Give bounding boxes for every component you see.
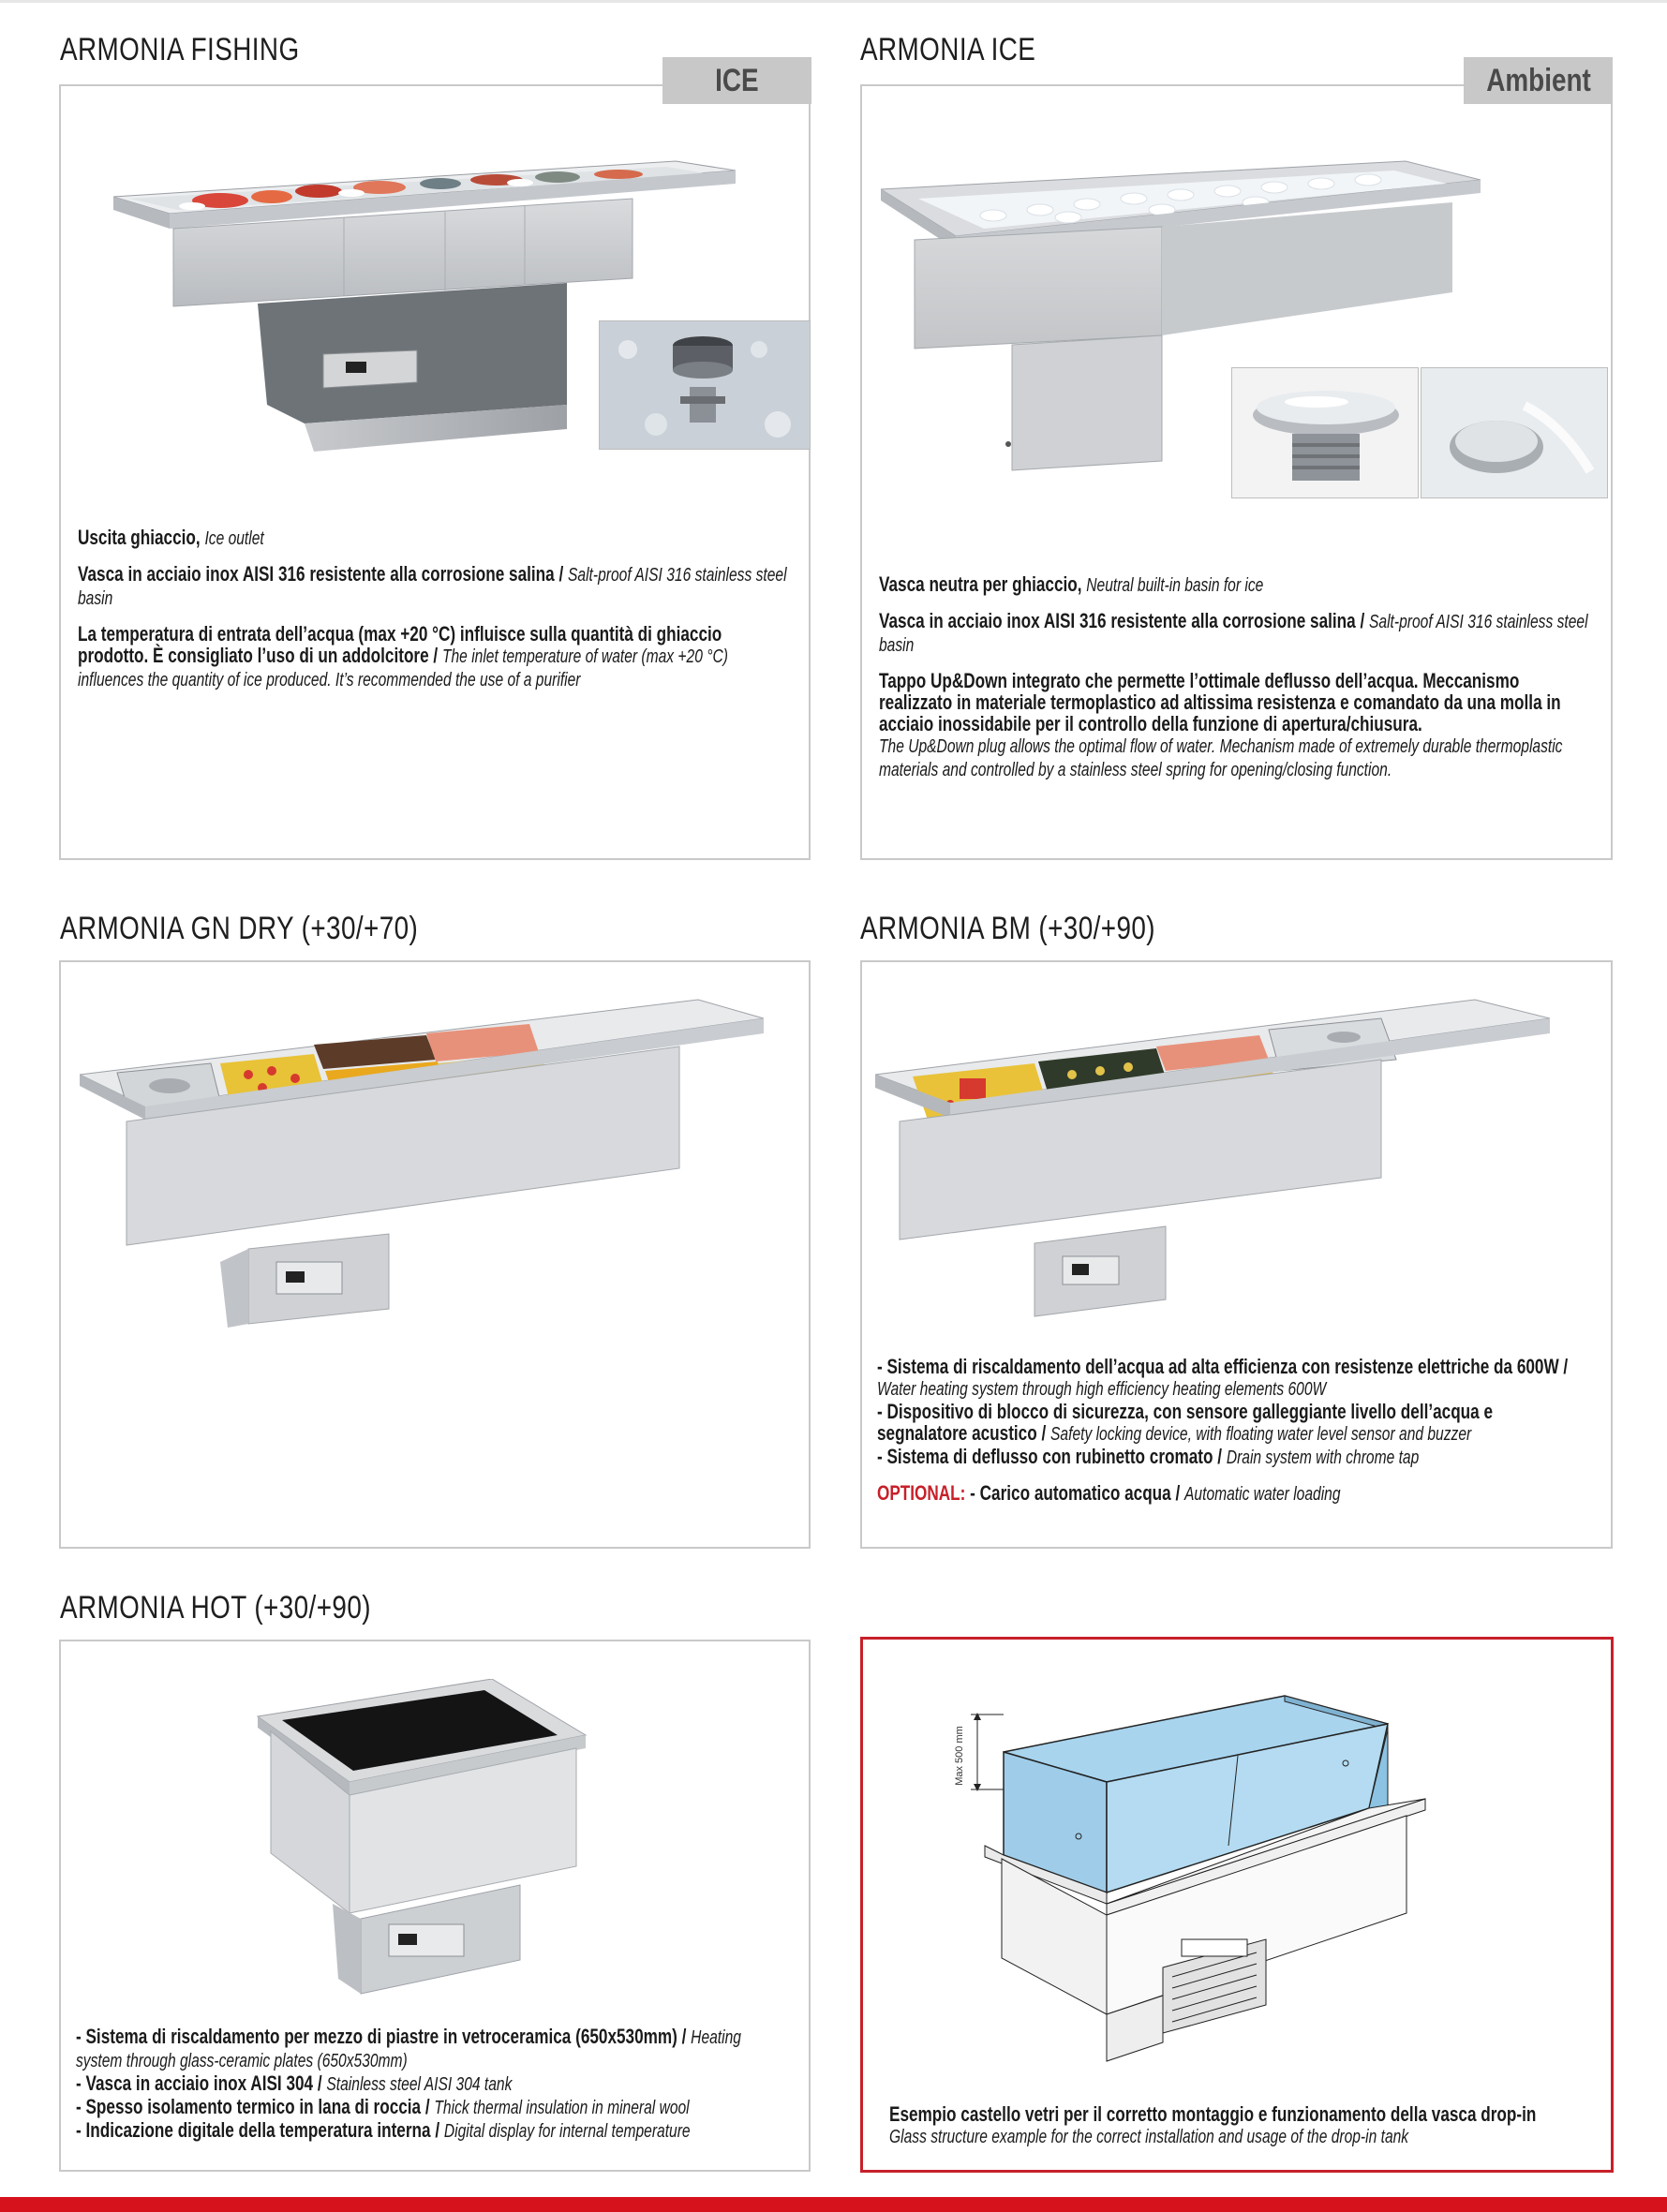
ice-line1-en: Neutral built-in basin for ice	[1086, 575, 1264, 596]
ice-line1-it: Vasca neutra per ghiaccio,	[879, 572, 1082, 596]
bm-basin-photo	[875, 981, 1569, 1356]
bm-optional-en: Automatic water loading	[1184, 1484, 1341, 1505]
description-bm	[877, 1356, 1586, 1506]
hot-line2-it: - Vasca in acciaio inox AISI 304 /	[76, 2071, 322, 2095]
section-title-bm: ARMONIA BM (+30/+90)	[860, 911, 1155, 946]
bm-line1-it: - Sistema di riscaldamento dell’acqua ad alta efficienza con resistenze elettriche da 600W /	[877, 1355, 1569, 1378]
fishing-line3-en: The inlet temperature of water (max +20 °C) influences the quantity of ice produced. It’s recommended the use of a purifier	[78, 646, 728, 690]
drain-thumbnail	[1421, 367, 1608, 498]
badge-ice	[662, 57, 811, 104]
hot-line3-en: Thick thermal insulation in mineral wool	[434, 2098, 690, 2118]
bm-optional-it: - Carico automatico acqua /	[970, 1481, 1181, 1505]
fishing-line2-it: Vasca in acciaio inox AISI 316 resistente alla corrosione salina /	[78, 562, 564, 586]
badge-ice-label: ICE	[715, 62, 759, 98]
bm-line2-it: - Dispositivo di blocco di sicurezza, con sensore galleggiante livello dell’acqua e segnalatore acustico /	[877, 1400, 1494, 1445]
section-title-hot: ARMONIA HOT (+30/+90)	[60, 1590, 371, 1626]
hot-basin-photo	[248, 1679, 623, 2044]
section-title-fishing: ARMONIA FISHING	[60, 32, 300, 67]
glass-caption-en: Glass structure example for the correct installation and usage of the drop-in tank	[889, 2127, 1409, 2147]
product-card-ice	[860, 84, 1613, 860]
ice-outlet-icon	[600, 321, 811, 450]
drain-icon	[1421, 368, 1608, 498]
bm-line1-en: Water heating system through high efficiency heating elements 600W	[877, 1379, 1327, 1400]
ice-line3-en: The Up&Down plug allows the optimal flow of water. Mechanism made of extremely durable thermoplastic materials and controlled by a stainless steel spring for opening/closing function.	[879, 736, 1563, 780]
description-ice	[879, 573, 1588, 781]
ice-line3-it: Tappo Up&Down integrato che permette l’ottimale deflusso dell’acqua. Meccanismo realizzato in materiale termoplastico ad altissima resistenza e comandato da una molla in acciaio inossidabile per il controllo della funzione di apertura/chiusura.	[879, 669, 1561, 735]
hot-line4-en: Digital display for internal temperature	[443, 2121, 691, 2142]
footer-bar	[0, 2197, 1667, 2212]
fishing-line1-it: Uscita ghiaccio,	[78, 526, 201, 549]
badge-ambient	[1464, 57, 1613, 104]
plug-icon	[1232, 368, 1419, 498]
bm-line3-en: Drain system with chrome tap	[1226, 1447, 1420, 1468]
section-title-ice: ARMONIA ICE	[860, 32, 1036, 67]
section-title-gn-dry: ARMONIA GN DRY (+30/+70)	[60, 911, 419, 946]
badge-ambient-label: Ambient	[1485, 62, 1591, 98]
glass-structure-caption	[889, 2103, 1599, 2148]
fishing-line2-en: Salt-proof AISI 316 stainless steel basin	[78, 565, 787, 609]
description-fishing	[78, 527, 787, 691]
glass-caption-it: Esempio castello vetri per il corretto montaggio e funzionamento della vasca drop-in	[889, 2102, 1537, 2126]
product-card-hot	[59, 1640, 811, 2172]
up-down-plug-thumbnail	[1231, 367, 1419, 498]
product-card-gn-dry	[59, 960, 811, 1549]
hot-line4-it: - Indicazione digitale della temperatura interna /	[76, 2118, 440, 2142]
glass-structure-diagram	[919, 1658, 1519, 2071]
hot-line3-it: - Spesso isolamento termico in lana di roccia /	[76, 2095, 430, 2118]
product-card-fishing	[59, 84, 811, 860]
hot-line1-it: - Sistema di riscaldamento per mezzo di piastre in vetroceramica (650x530mm) /	[76, 2025, 687, 2048]
bm-line3-it: - Sistema di deflusso con rubinetto cromato /	[877, 1445, 1223, 1468]
dimension-label: Max 500 mm	[954, 1726, 965, 1786]
description-hot	[76, 2026, 785, 2143]
ice-line2-it: Vasca in acciaio inox AISI 316 resistente alla corrosione salina /	[879, 609, 1365, 632]
fishing-line1-en: Ice outlet	[204, 528, 264, 549]
top-rule	[0, 0, 1667, 3]
hot-line2-en: Stainless steel AISI 304 tank	[326, 2074, 513, 2095]
ice-line2-en: Salt-proof AISI 316 stainless steel basin	[879, 612, 1588, 656]
ice-outlet-thumbnail	[599, 320, 811, 450]
optional-label: OPTIONAL:	[877, 1481, 966, 1505]
glass-structure-card	[860, 1637, 1614, 2173]
hot-line1-en: Heating system through glass-ceramic plates (650x530mm)	[76, 2027, 741, 2071]
fishing-line3-it: La temperatura di entrata dell’acqua (max +20 °C) influisce sulla quantità di ghiaccio prodotto. È consigliato l’uso di un addolcitore /	[78, 622, 722, 667]
gn-dry-basin-photo	[80, 981, 773, 1374]
bm-line2-en: Safety locking device, with floating water level sensor and buzzer	[1050, 1424, 1472, 1445]
product-card-bm	[860, 960, 1613, 1549]
